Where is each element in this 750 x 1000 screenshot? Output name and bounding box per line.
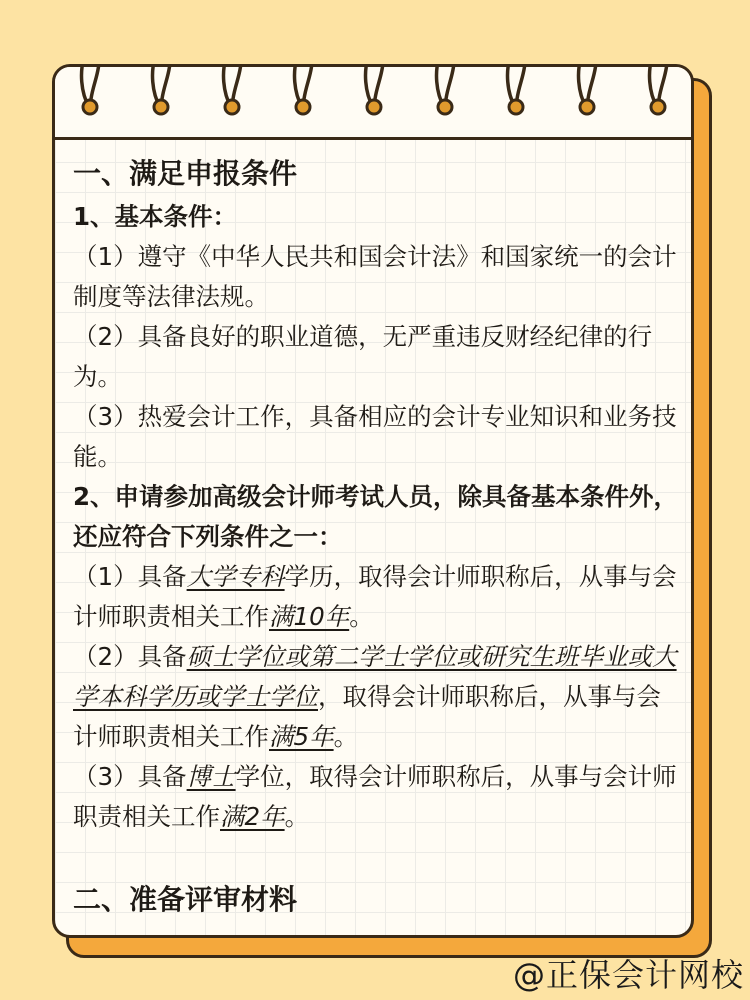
condition-paragraph-1: （1）遵守《中华人民共和国会计法》和国家统一的会计制度等法律法规。 — [73, 242, 677, 311]
requirement-text: 学位，取得会计师职称后，从事与会计师职责相关工作 — [73, 762, 677, 831]
spacer — [73, 837, 681, 877]
section-heading-1: 一、满足申报条件 — [73, 157, 298, 190]
ring-icon — [288, 64, 318, 119]
years-requirement: 满10年 — [269, 602, 350, 631]
subheading-senior-exam: 2、申请参加高级会计师考试人员，除具备基本条件外，还应符合下列条件之一： — [73, 482, 679, 551]
brand-watermark: @正保会计网校 — [512, 956, 744, 994]
education-level: 博士 — [186, 762, 236, 791]
requirement-text: 。 — [284, 802, 310, 831]
condition-paragraph-3: （3）热爱会计工作，具备相应的会计专业知识和业务技能。 — [73, 402, 677, 471]
ring-icon — [501, 64, 531, 119]
ring-icon — [217, 64, 247, 119]
requirement-text: （1）具备 — [73, 562, 187, 591]
notebook-content — [73, 151, 681, 923]
subheading-basic-conditions: 1、基本条件： — [73, 202, 238, 231]
ring-icon — [643, 64, 673, 119]
requirement-text: ，取得会计师职称后，从事与会计师职责相关工作 — [73, 682, 661, 751]
years-requirement: 满5年 — [269, 722, 334, 751]
notebook-card — [52, 64, 694, 938]
ring-icon — [75, 64, 105, 119]
requirement-text: 。 — [333, 722, 359, 751]
ring-icon — [430, 64, 460, 119]
education-level: 硕士学位或第二学士学位或研究生班毕业或大学本科学历或学士学位 — [73, 642, 677, 711]
ring-icon — [146, 64, 176, 119]
education-level: 大学专科 — [186, 562, 285, 591]
requirement-text: 学历，取得会计师职称后，从事与会计师职责相关工作 — [73, 562, 677, 631]
condition-paragraph-2: （2）具备良好的职业道德，无严重违反财经纪律的行为。 — [73, 322, 653, 391]
section-heading-2: 二、准备评审材料 — [73, 883, 298, 916]
ring-icon — [572, 64, 602, 119]
requirement-text: 。 — [349, 602, 374, 631]
requirement-paragraph-3 — [73, 757, 681, 837]
years-requirement: 满2年 — [220, 802, 285, 831]
requirement-paragraph-2 — [73, 637, 681, 757]
requirement-text: （3）具备 — [73, 762, 187, 791]
requirement-text: （2）具备 — [73, 642, 187, 671]
requirement-paragraph-1 — [73, 557, 681, 637]
notebook-binding-strip — [55, 67, 691, 140]
ring-icon — [359, 64, 389, 119]
